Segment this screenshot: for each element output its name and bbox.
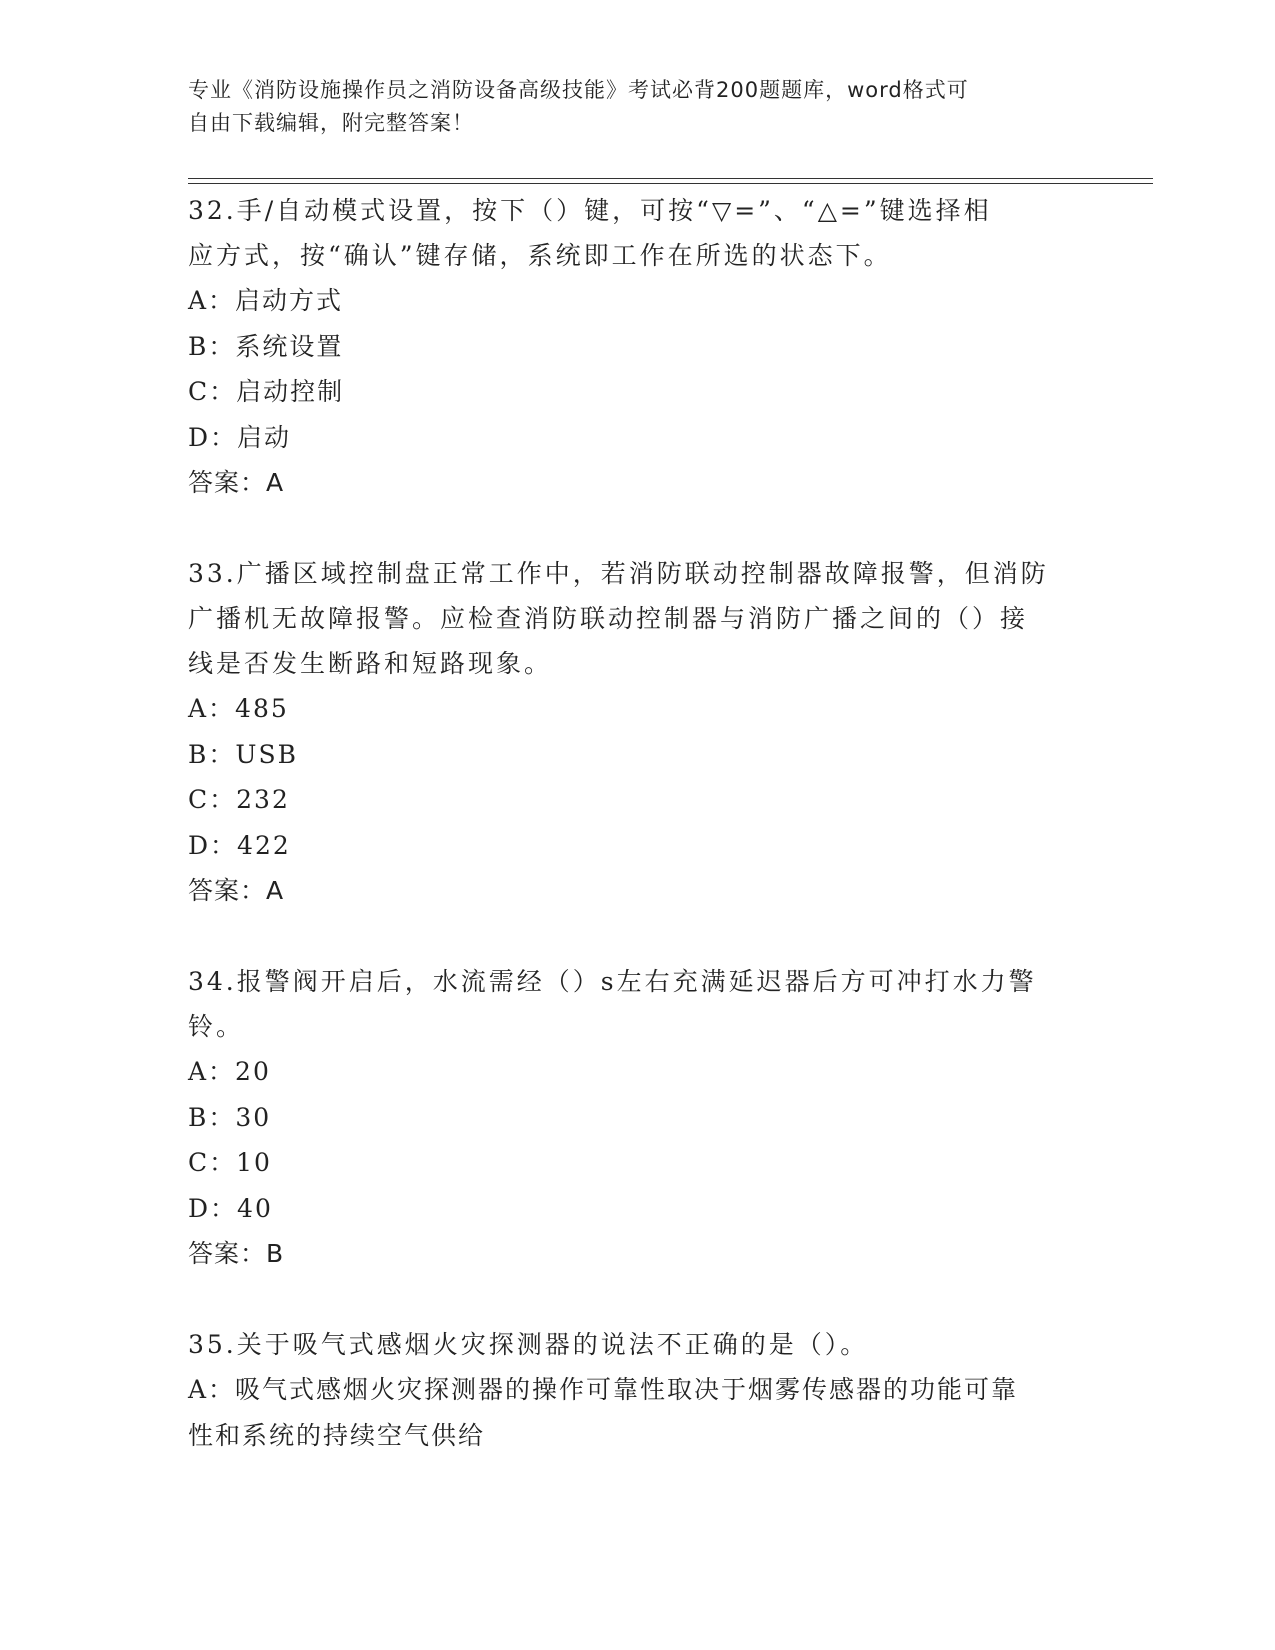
option-d: D：启动 (188, 422, 292, 452)
question-32 (188, 188, 1088, 505)
option-b: B：30 (188, 1102, 272, 1132)
option-a: A：吸气式感烟火灾探测器的操作可靠性取决于烟雾传感器的功能可靠 (188, 1375, 1019, 1404)
question-list (188, 188, 1088, 1504)
option-b: B：系统设置 (188, 331, 344, 361)
option-a-continued: 性和系统的持续空气供给 (188, 1420, 486, 1450)
option-c: C：10 (188, 1148, 272, 1177)
document-header (188, 74, 1068, 140)
question-35 (188, 1322, 1088, 1458)
answer-label: 答案：B (188, 1239, 285, 1268)
question-34 (188, 959, 1088, 1276)
header-divider-bottom (188, 183, 1153, 184)
answer-label: 答案：A (188, 468, 285, 497)
option-d: D：422 (188, 830, 291, 860)
question-text-line: 线是否发生断路和短路现象。 (188, 649, 553, 678)
header-divider-top (188, 178, 1153, 179)
question-text-line: 34.报警阀开启后，水流需经（）s左右充满延迟器后方可冲打水力警 (188, 967, 1037, 996)
option-c: C：启动控制 (188, 377, 345, 406)
question-text-line: 广播机无故障报警。应检查消防联动控制器与消防广播之间的（）接 (188, 604, 1029, 633)
question-text-line: 铃。 (188, 1012, 245, 1041)
question-text-line: 35.关于吸气式感烟火灾探测器的说法不正确的是（）。 (188, 1330, 869, 1359)
option-a: A：485 (188, 694, 289, 723)
option-a: A：启动方式 (188, 286, 344, 315)
header-line-1: 专业《消防设施操作员之消防设备高级技能》考试必背200题题库，word格式可 (188, 78, 969, 102)
question-text-line: 应方式，按“确认”键存储，系统即工作在所选的状态下。 (188, 241, 892, 270)
question-text-line: 33.广播区域控制盘正常工作中，若消防联动控制器故障报警，但消防 (188, 559, 1049, 588)
header-line-2: 自由下载编辑，附完整答案！ (188, 111, 474, 135)
option-a: A：20 (188, 1057, 271, 1086)
option-b: B：USB (188, 739, 298, 769)
answer-label: 答案：A (188, 876, 285, 905)
option-c: C：232 (188, 785, 290, 814)
option-d: D：40 (188, 1193, 273, 1223)
question-33 (188, 551, 1088, 913)
question-text-line: 32.手/自动模式设置，按下（）键，可按“▽=”、“△=”键选择相 (188, 196, 992, 225)
